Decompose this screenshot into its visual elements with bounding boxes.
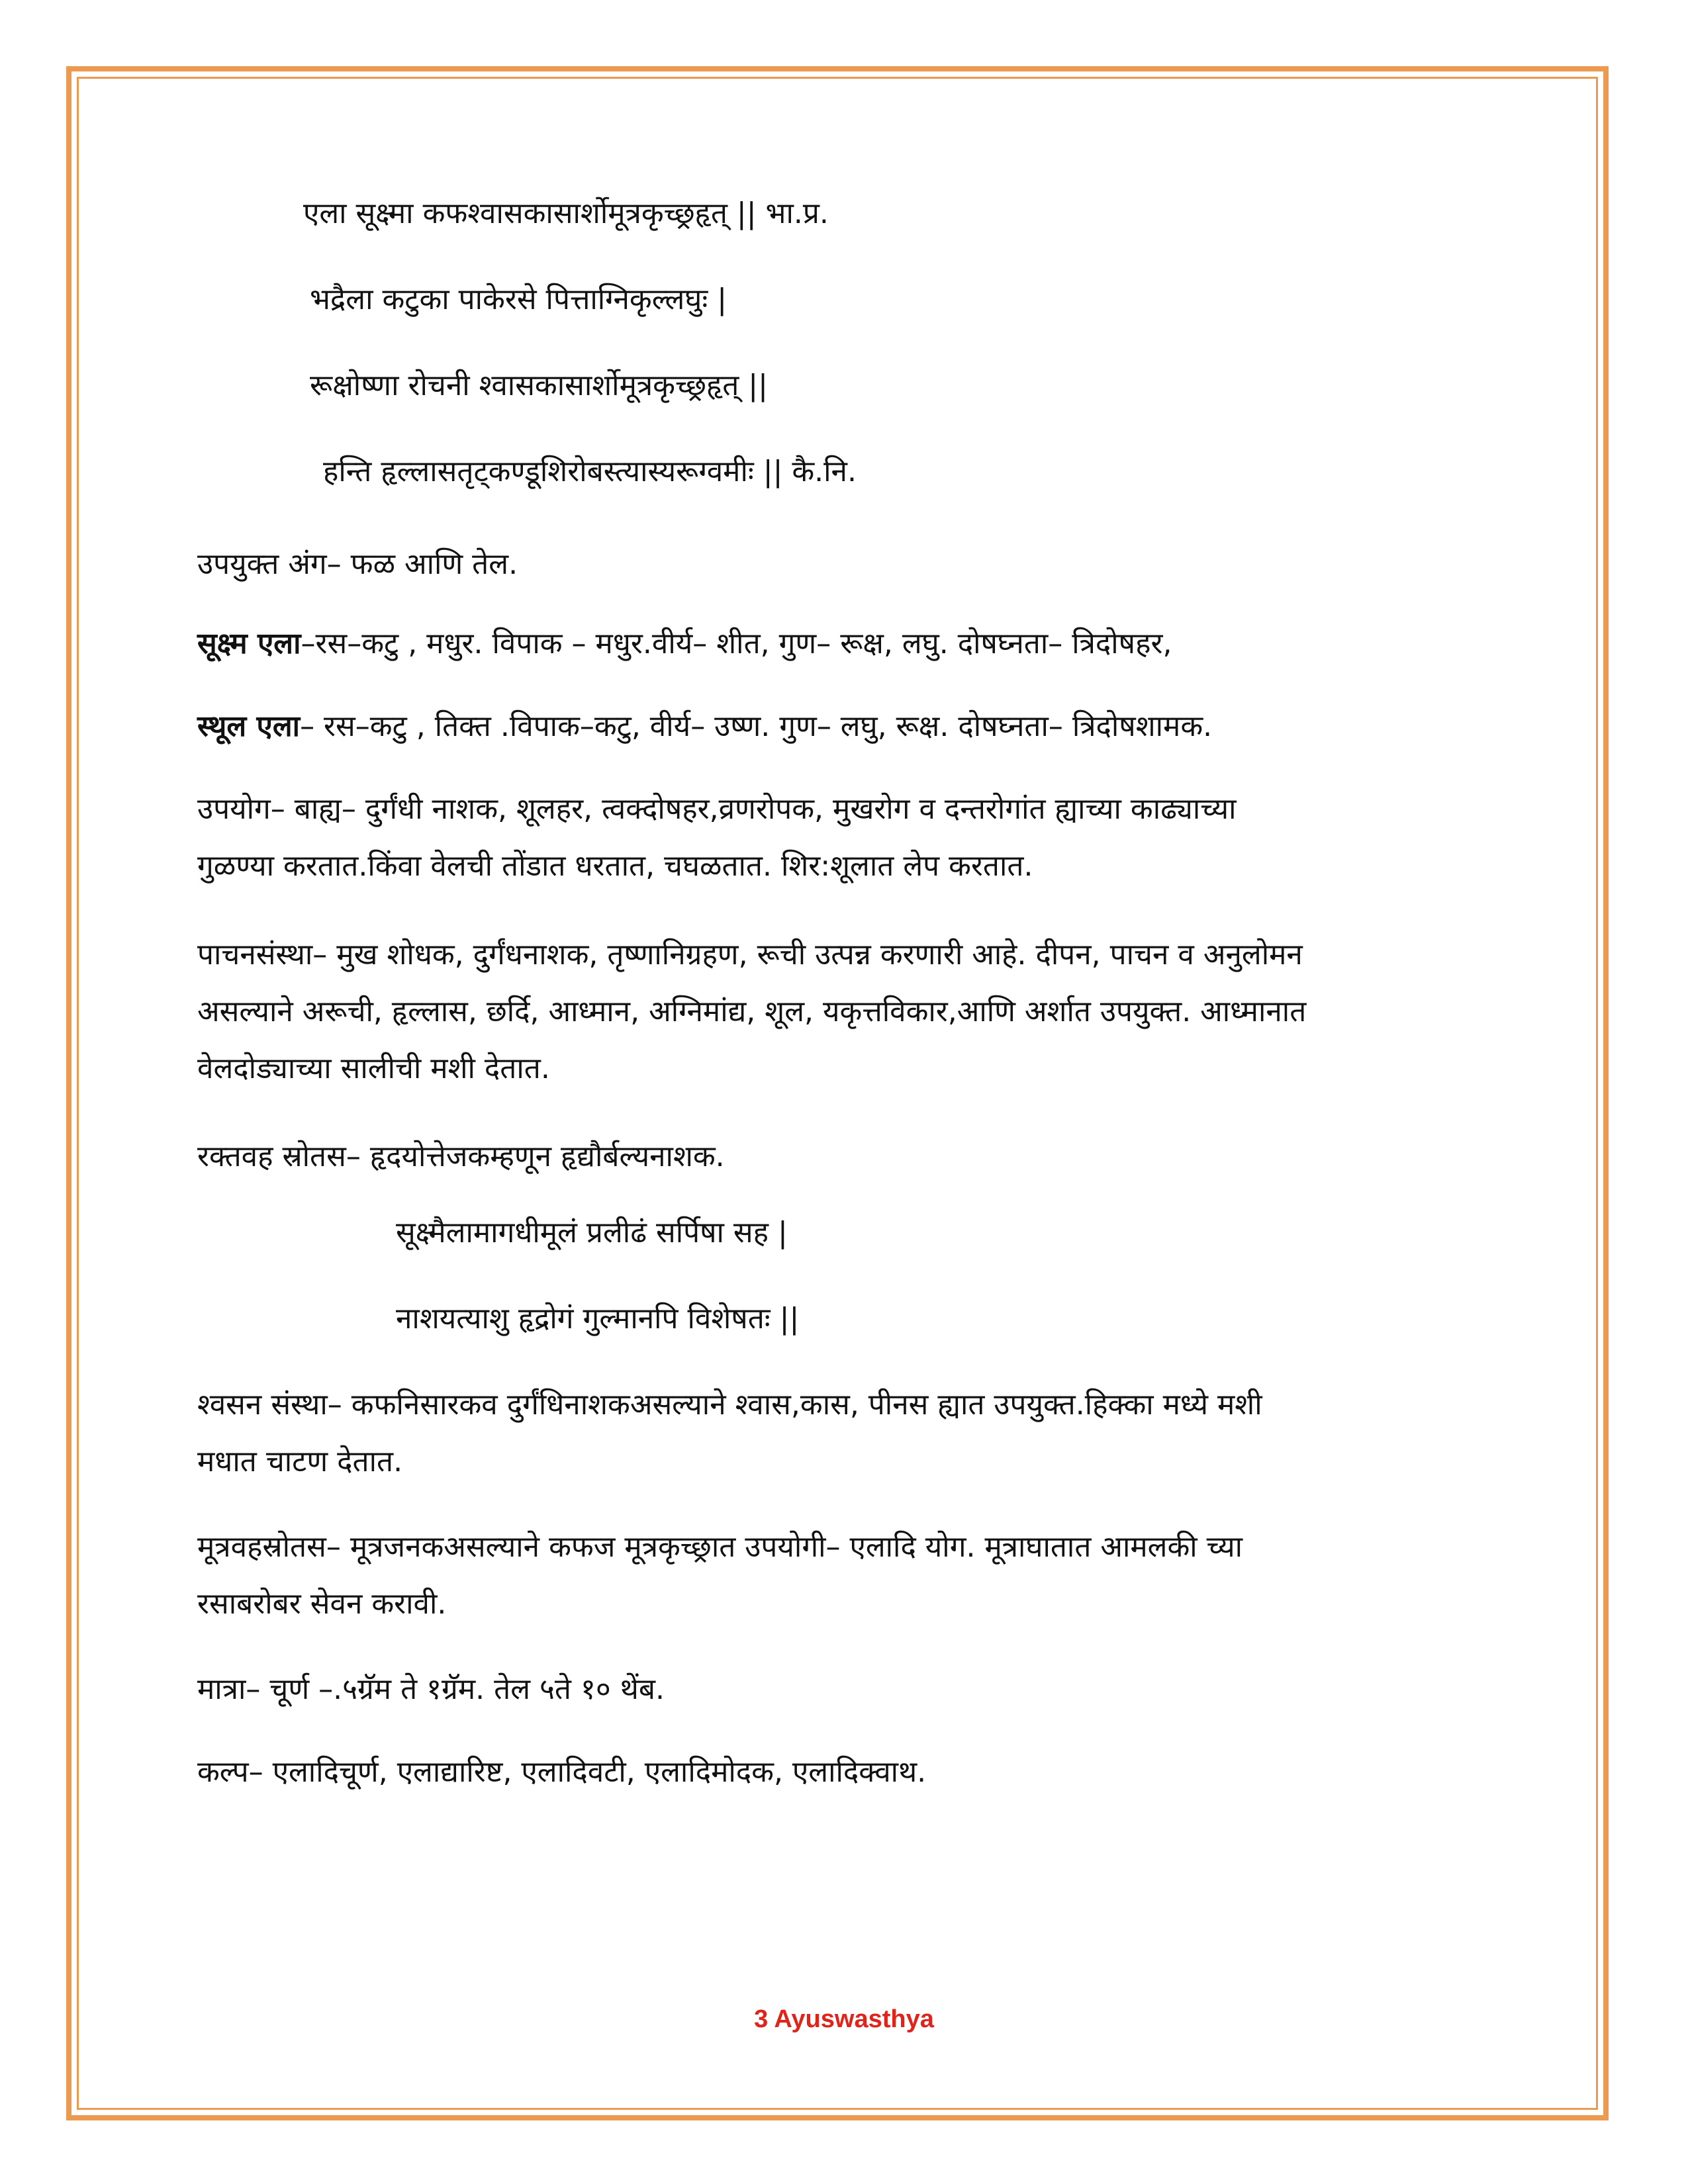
verse-line: सूक्ष्मैलामागधीमूलं प्रलीढं सर्पिषा सह | <box>396 1216 788 1250</box>
paragraph-text: रक्तवह स्रोतस– हृदयोत्तेजकम्हणून हृद्यौर्बल्यनाशक. <box>197 1140 725 1173</box>
paragraph-line: गुळण्या करतात.किंवा वेलची तोंडात धरतात, चघळतात. शिर:शूलात लेप करतात. <box>197 849 1033 883</box>
paragraph-text: उपयुक्त अंग– फळ आणि तेल. <box>197 547 518 581</box>
verse-line: एला सूक्ष्मा कफश्वासकासार्शोमूत्रकृच्छ्रहृत् || भा.प्र. <box>303 197 829 230</box>
paragraph-sukshma-ela <box>197 615 1495 672</box>
paragraph-upayog <box>197 781 1495 895</box>
page-footer: 3 Ayuswasthya <box>754 2005 934 2033</box>
verse-line: हन्ति हृल्लासतृट्कण्डूशिरोबस्त्यास्यरूग्वमीः || कै.नि. <box>323 455 857 488</box>
paragraph-line: वेलदोड्याच्या सालीची मशी देतात. <box>197 1052 550 1085</box>
paragraph-shwasan-sanstha <box>197 1377 1495 1490</box>
paragraph-text: कल्प– एलादिचूर्ण, एलाद्यारिष्ट, एलादिवटी, एलादिमोदक, एलादिक्वाथ. <box>197 1755 927 1789</box>
paragraph-mutravaha <box>197 1519 1495 1633</box>
term-label: स्थूल एला <box>197 709 301 743</box>
paragraph-line: असल्याने अरूची, हृल्लास, छर्दि, आध्मान, अग्निमांद्य, शूल, यकृत्तविकार,आणि अर्शात उपयुक्त. आध्मानात <box>197 995 1307 1028</box>
paragraph-sthula-ela <box>197 698 1495 755</box>
paragraph-raktavaha <box>197 1128 1495 1185</box>
paragraph-upayukta-anga <box>197 536 1495 593</box>
paragraph-text: – रस–कटु , तिक्त .विपाक–कटु, वीर्य– उष्ण. गुण– लघु, रूक्ष. दोषघ्नता– त्रिदोषशामक. <box>300 709 1213 743</box>
paragraph-line: रसाबरोबर सेवन करावी. <box>197 1587 447 1621</box>
term-label: सूक्ष्म एला <box>197 627 301 660</box>
paragraph-text: –रस–कटु , मधुर. विपाक – मधुर.वीर्य– शीत, गुण– रूक्ष, लघु. दोषघ्नता– त्रिदोषहर, <box>301 627 1172 660</box>
paragraph-line: मूत्रवहस्रोतस– मूत्रजनकअसल्याने कफज मूत्रकृच्छ्रात उपयोगी– एलादि योग. मूत्राघातात आमलकी च्या <box>197 1530 1243 1564</box>
paragraph-text: मात्रा– चूर्ण –.५ग्रॅम ते १ग्रॅम. तेल ५ते १० थेंब. <box>197 1672 665 1706</box>
verse-line: भद्रैला कटुका पाकेरसे पित्ताग्निकृल्लघुः | <box>310 283 727 316</box>
verse-line: रूक्षोष्णा रोचनी श्वासकासार्शोमूत्रकृच्छ्रहृत् || <box>310 369 768 402</box>
verse-line: नाशयत्याशु हृद्रोगं गुल्मानपि विशेषतः || <box>396 1302 800 1336</box>
paragraph-line: मधात चाटण देतात. <box>197 1445 403 1479</box>
paragraph-line: पाचनसंस्था– मुख शोधक, दुर्गंधनाशक, तृष्णानिग्रहण, रूची उत्पन्न करणारी आहे. दीपन, पाचन व अनुलोमन <box>197 938 1303 972</box>
paragraph-matra <box>197 1661 1495 1718</box>
paragraph-kalpa <box>197 1744 1495 1801</box>
paragraph-line: श्वसन संस्था– कफनिसारकव दुर्गंधिनाशकअसल्याने श्वास,कास, पीनस ह्यात उपयुक्त.हिक्का मध्ये मशी <box>197 1388 1262 1422</box>
paragraph-line: उपयोग– बाह्य– दुर्गंधी नाशक, शूलहर, त्वक्दोषहर,व्रणरोपक, मुखरोग व दन्तरोगांत ह्याच्या काढ्याच्या <box>197 792 1237 826</box>
paragraph-pachan-sanstha <box>197 927 1495 1097</box>
